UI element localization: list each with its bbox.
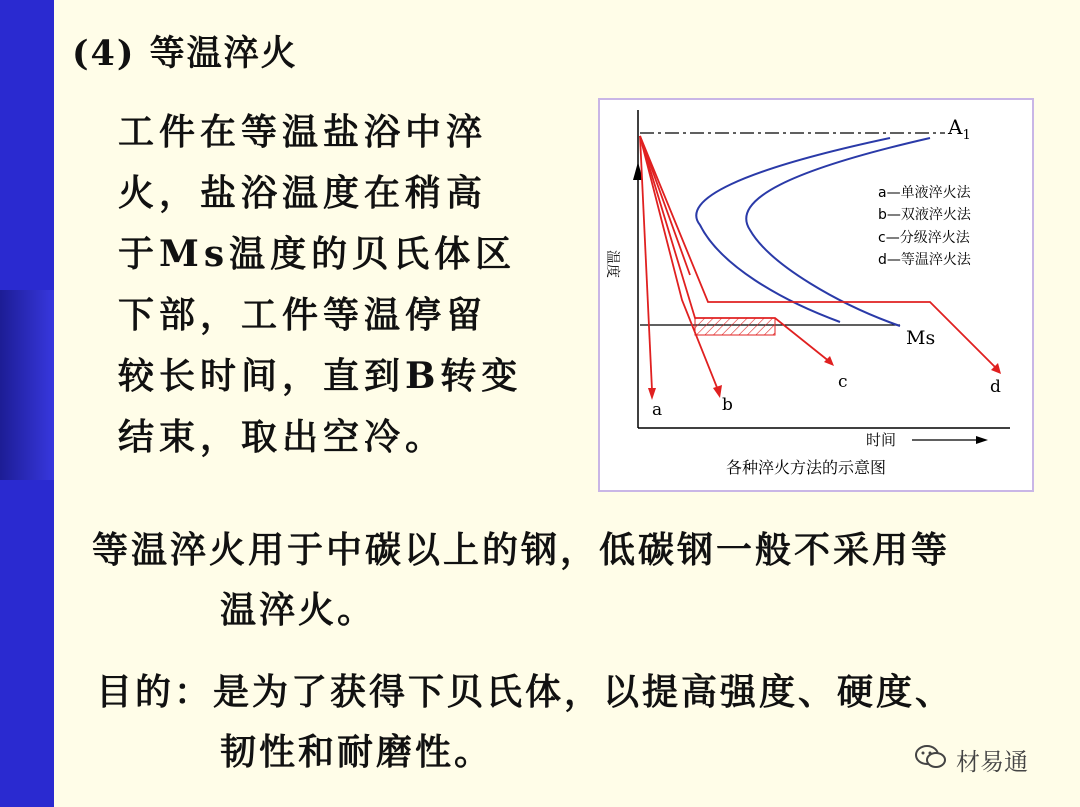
purpose-line: 韧性和耐磨性。: [220, 731, 494, 773]
side-bar-pattern: [0, 290, 54, 480]
legend-item: b—双液淬火法: [878, 207, 971, 223]
main-line: 工件在等温盐浴中淬: [118, 111, 488, 153]
curve-label-c: c: [838, 372, 848, 392]
main-line: 较长时间，直到B转变: [118, 355, 523, 397]
y-axis-label: 温度: [604, 250, 620, 278]
legend-item: c—分级淬火法: [878, 230, 970, 246]
purpose-line: 目的：是为了获得下贝氏体，以提高强度、硬度、: [96, 671, 955, 713]
main-line: 火，盐浴温度在稍高: [118, 172, 488, 214]
wechat-icon: [914, 744, 948, 776]
x-axis-arrow: [976, 436, 988, 444]
ms-label: Ms: [906, 327, 936, 349]
curve-label-b: b: [722, 395, 733, 415]
arrow-b: [713, 385, 722, 398]
arrow-a: [648, 388, 656, 400]
c-curve-start: [696, 138, 890, 322]
slide-side-bar: [0, 0, 54, 807]
slide-title: (4) 等温淬火: [72, 33, 298, 74]
usage-paragraph: [92, 520, 1072, 640]
quenching-diagram: [598, 98, 1034, 492]
main-line: 于Ms温度的贝氏体区: [118, 233, 517, 275]
main-paragraph: [118, 102, 538, 468]
diagram-svg: [600, 100, 1032, 490]
watermark: [914, 742, 1028, 777]
curve-label-a: a: [652, 400, 663, 420]
usage-line: 等温淬火用于中碳以上的钢，低碳钢一般不采用等: [92, 529, 951, 571]
main-line: 结束，取出空冷。: [118, 416, 447, 458]
figure-caption: 各种淬火方法的示意图: [726, 458, 887, 477]
legend-item: a—单液淬火法: [878, 185, 971, 201]
a1-label: $A_1$: [948, 115, 971, 143]
watermark-text: 材易通: [956, 748, 1028, 776]
legend-item: d—等温淬火法: [878, 252, 971, 268]
main-line: 下部，工件等温停留: [118, 294, 488, 336]
hatched-area: [695, 318, 775, 335]
curve-e: [640, 136, 690, 275]
curve-label-d: d: [990, 377, 1001, 397]
x-axis-label: 时间: [866, 431, 897, 449]
usage-line: 温淬火。: [220, 589, 377, 631]
